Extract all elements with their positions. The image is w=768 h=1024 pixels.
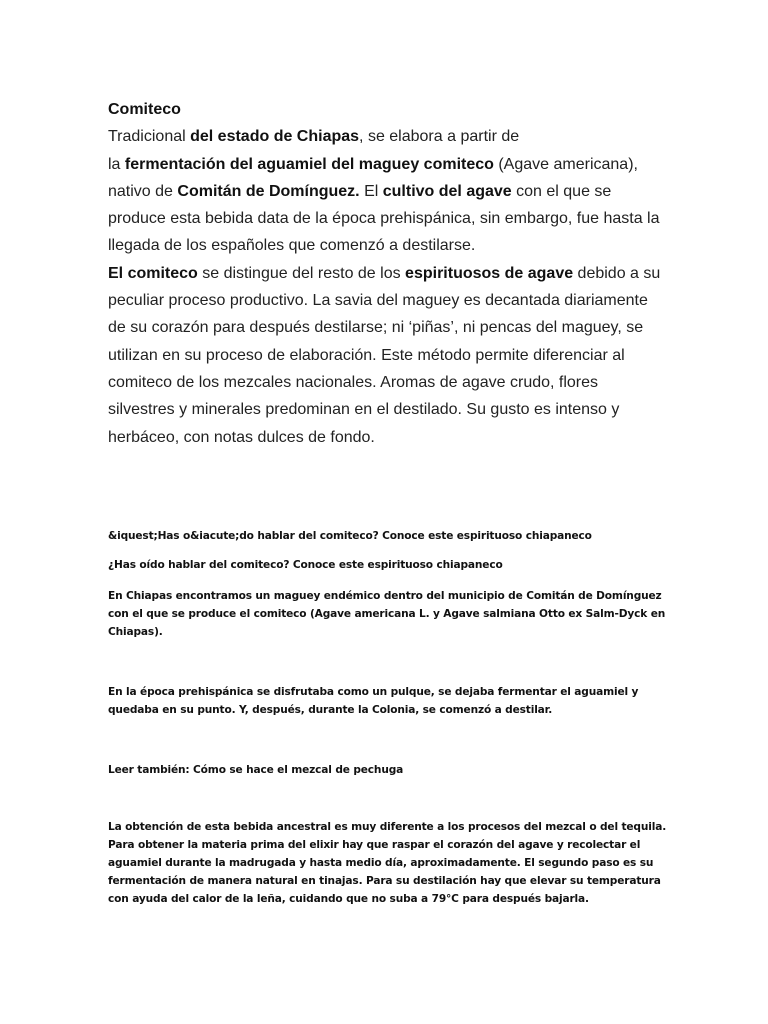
article-paragraph-2: En la época prehispánica se disfrutaba como un pulque, se dejaba fermentar el aguamiel y quedaba en su punto. Y, después, durante la Colonia, se comenzó a destilar. [108,686,639,716]
p1-bold-cultivo: cultivo del agave [382,182,512,200]
p1-bold-chiapas: del estado de Chiapas [190,128,360,146]
p1-text-a: Tradicional [108,128,191,146]
p1-text-f: (Agave americana), nativo de [108,155,638,200]
p1-text-c: , se elabora a partir de [359,128,520,146]
p1-bold-comitan: Comitán de Domínguez. [177,182,360,200]
p2-text-d: debido a su peculiar proceso productivo. La savia del maguey es decantada diariamente de su corazón para después destilarse; ni ‘piñas’, ni pencas del maguey, se utilizan en su proceso de elaboración. Este método permite diferenciar al comiteco de los mezcales nacionales. Aromas de agave crudo, flores silvestres y minerales predominan en el destilado. Su gusto es intenso y herbáceo, con notas dulces de fondo. [108,264,661,446]
p1-text-j: con el que se produce esta bebida data de la época prehispánica, sin embargo, fue hasta la llegada de los españoles que comenzó a destilarse. [108,182,660,255]
section-title: Comiteco [108,101,181,118]
escaped-heading-block [108,527,668,545]
p2-bold-espirituosos: espirituosos de agave [405,264,574,282]
heading-block [108,556,668,574]
read-also-block [108,761,668,779]
paragraph-1-block [108,587,668,641]
article-paragraph-3: La obtención de esta bebida ancestral es muy diferente a los procesos del mezcal o del tequila. Para obtener la materia prima del elixir hay que raspar el corazón del agave y recolectar el aguamiel durante la madrugada y hasta medio día, aproximadamente. El segundo paso es su fermentación de manera natural en tinajas. Para su destilación hay que elevar su temperatura con ayuda del calor de la leña, cuidando que no suba a 79°C para después bajarla. [108,821,667,905]
comiteco-intro-section [108,96,668,451]
p2-text-b: se distingue del resto de los [197,264,406,282]
article-heading: ¿Has oído hablar del comiteco? Conoce este espirituoso chiapaneco [108,559,503,571]
article-paragraph-1: En Chiapas encontramos un maguey endémico dentro del municipio de Comitán de Domínguez con el que se produce el comiteco (Agave americana L. y Agave salmiana Otto ex Salm-Dyck en Chiapas). [108,590,666,638]
p1-text-d: la [108,155,125,173]
paragraph-3-block [108,818,668,908]
p1-bold-fermentation: fermentación del aguamiel del maguey comiteco [124,155,494,173]
paragraph-2-block [108,683,668,719]
description-paragraph [108,260,668,451]
escaped-heading: &iquest;Has o&iacute;do hablar del comiteco? Conoce este espirituoso chiapaneco [108,530,592,542]
p1-text-h: El [359,182,383,200]
read-also-link: Leer también: Cómo se hace el mezcal de pechuga [108,764,404,776]
p2-bold-comiteco: El comiteco [108,264,198,282]
intro-paragraph [108,123,668,259]
